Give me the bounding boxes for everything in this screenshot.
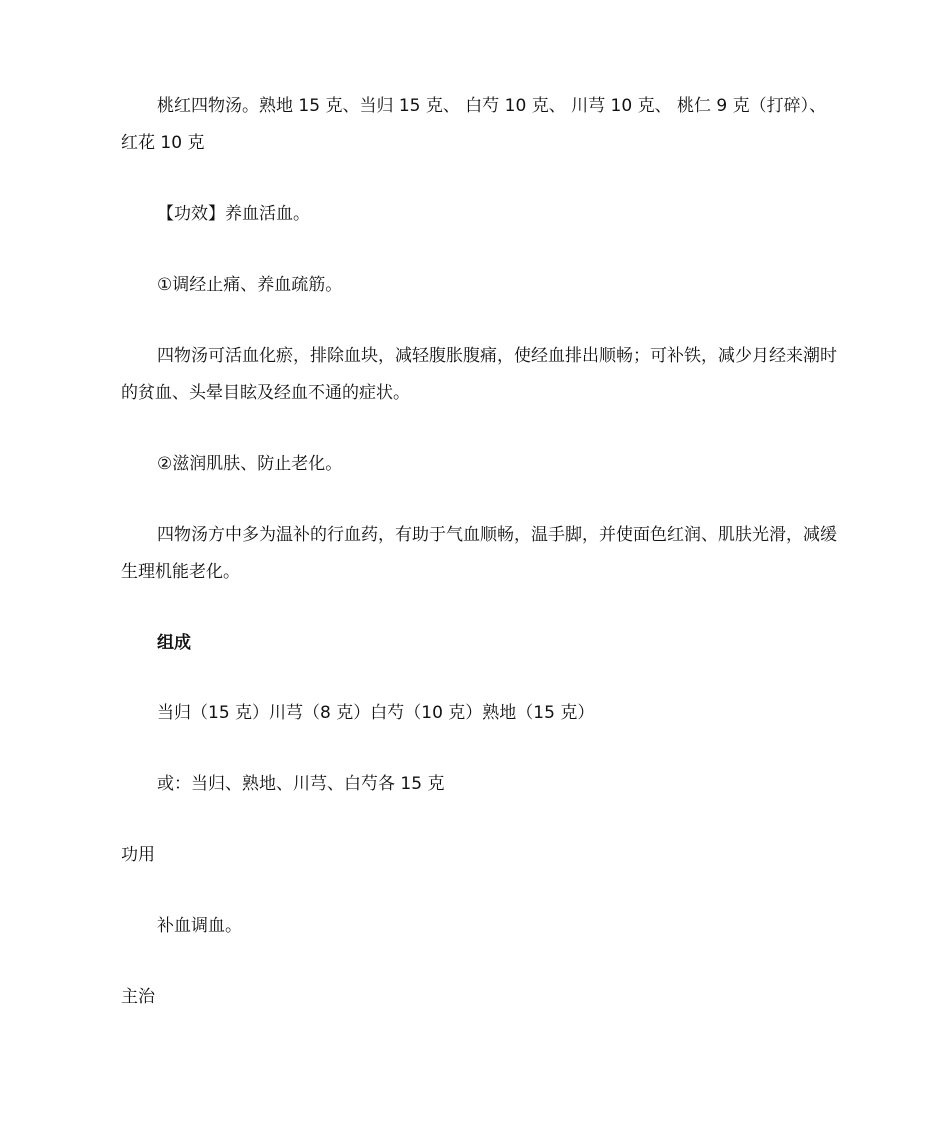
paragraph-point-1: ①调经止痛、养血疏筋。 — [157, 275, 343, 295]
paragraph-efficacy: 【功效】养血活血。 — [157, 204, 310, 224]
paragraph-point-1-detail: 四物汤可活血化瘀，排除血块，减轻腹胀腹痛，使经血排出顺畅；可补铁，减少月经来潮时的贫血、头晕目眩及经血不通的症状。 — [121, 346, 837, 403]
heading-composition: 组成 — [157, 633, 191, 653]
paragraph-composition-doses: 当归（15 克）川芎（8 克）白芍（10 克）熟地（15 克） — [157, 703, 595, 723]
heading-function: 功用 — [121, 845, 155, 865]
paragraph-taohong-siwu-recipe: 桃红四物汤。熟地 15 克、当归 15 克、 白芍 10 克、 川芎 10 克、 桃仁 9 克（打碎）、红花 10 克 — [121, 96, 827, 153]
paragraph-point-2: ②滋润肌肤、防止老化。 — [157, 454, 343, 474]
paragraph-function-detail: 补血调血。 — [157, 916, 242, 936]
heading-indications: 主治 — [121, 987, 155, 1007]
paragraph-composition-alternative: 或：当归、熟地、川芎、白芍各 15 克 — [157, 774, 445, 794]
paragraph-point-2-detail: 四物汤方中多为温补的行血药，有助于气血顺畅，温手脚，并使面色红润、肌肤光滑，减缓生理机能老化。 — [121, 525, 837, 582]
